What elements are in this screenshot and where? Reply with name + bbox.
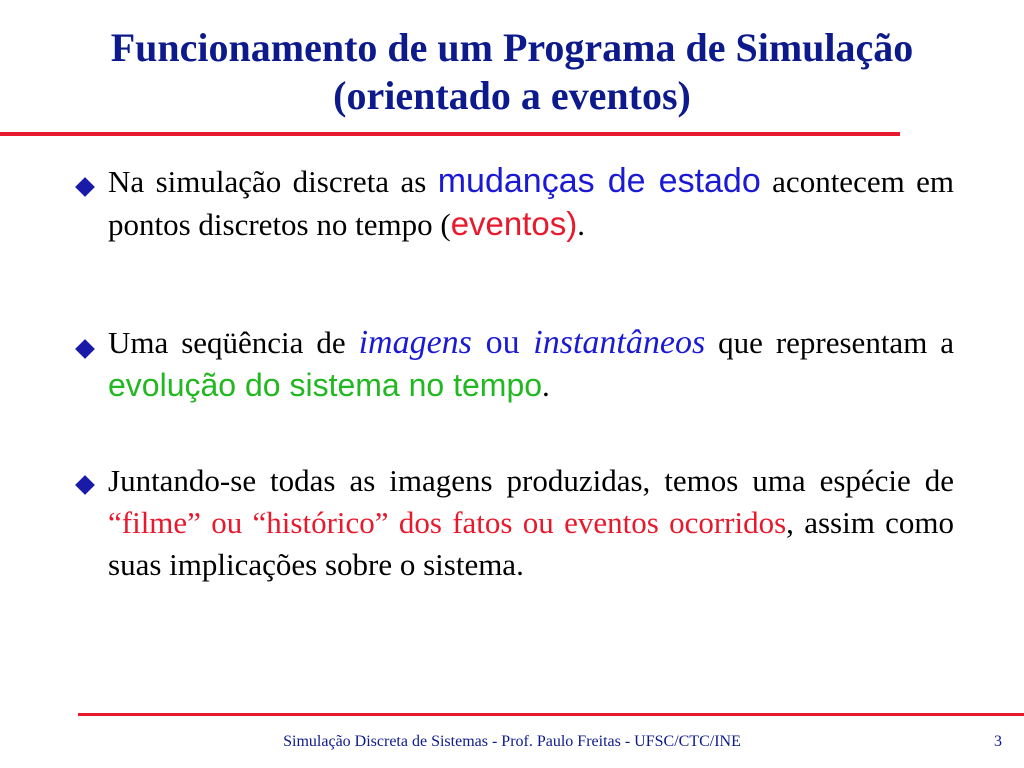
bullet-item-3 — [78, 460, 954, 586]
slide-footer: Simulação Discreta de Sistemas - Prof. Paulo Freitas - UFSC/CTC/INE — [283, 733, 741, 750]
highlight-eventos: eventos) — [450, 205, 578, 242]
diamond-bullet-icon — [75, 475, 95, 495]
highlight-filme: “filme” ou “histórico” dos fatos ou eventos ocorridos — [108, 505, 787, 540]
top-divider — [0, 132, 900, 136]
bullet-text-3: Juntando-se todas as imagens produzidas, temos uma espécie de “filme” ou “histórico” dos fatos ou eventos ocorridos, assim como suas implicações sobre o sistema. — [108, 463, 954, 582]
page-number: 3 — [994, 733, 1002, 750]
diamond-bullet-icon — [75, 339, 95, 359]
bullet-text-2: Uma seqüência de imagens ou instantâneos que representam a evolução do sistema no tempo. — [108, 324, 955, 403]
bullet-item-2 — [78, 322, 954, 407]
bottom-divider — [78, 713, 1024, 716]
highlight-evolucao: evolução do sistema no tempo — [108, 367, 543, 403]
highlight-instantaneos: instantâneos — [533, 324, 706, 361]
bullet-item-1 — [78, 160, 954, 246]
bullet-text-1: Na simulação discreta as mudanças de estado acontecem em pontos discretos no tempo (eventos). — [108, 162, 954, 242]
title-line-1: Funcionamento de um Programa de Simulação — [110, 25, 914, 70]
highlight-mudancas: mudanças de estado — [437, 162, 761, 200]
highlight-imagens: imagens — [358, 324, 472, 361]
slide-title — [0, 24, 1024, 120]
diamond-bullet-icon — [75, 177, 95, 197]
title-line-2: (orientado a eventos) — [333, 73, 691, 118]
